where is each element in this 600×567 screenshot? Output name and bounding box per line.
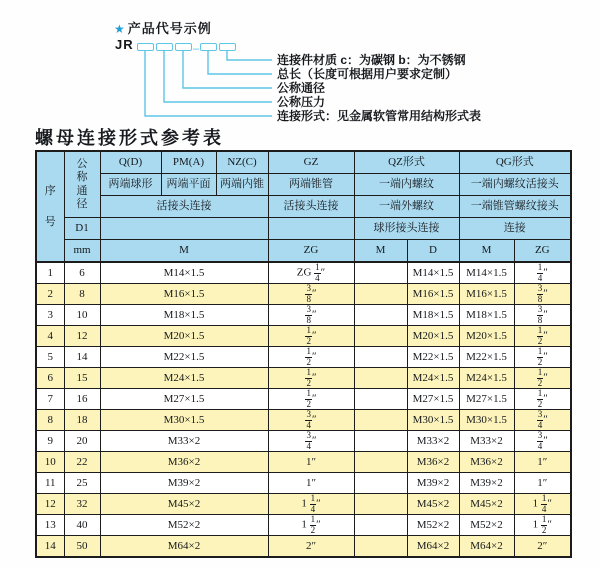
qz-d-cell: M64×2: [407, 536, 459, 558]
seq-cell: 5: [36, 347, 64, 368]
table-row: [36, 368, 571, 389]
gz-desc: 两端锥管: [268, 174, 354, 196]
table-row: [36, 262, 571, 284]
code-box-5: [219, 43, 236, 51]
m-cell: M33×2: [100, 431, 268, 452]
q-desc: 两端球形: [100, 174, 161, 196]
gz-cell: $\frac{3}{8}$ ″: [268, 305, 354, 326]
qz-d-unit-header: D: [407, 240, 459, 263]
seq-cell: 3: [36, 305, 64, 326]
col-q-header: Q(D): [100, 151, 161, 174]
qg-m-cell: M45×2: [459, 494, 514, 515]
label-material: 连接件材质 c：为碳钢 b：为不锈钢: [277, 53, 466, 67]
product-code-prefix: JR: [115, 37, 134, 52]
qz-m-cell: [354, 326, 407, 347]
col-qg-header: QG形式: [459, 151, 571, 174]
gz-cell: $\frac{1}{2}$ ″: [268, 326, 354, 347]
table-row: [36, 473, 571, 494]
qg-desc2: 一端锥管螺纹接头: [459, 196, 571, 218]
qz-desc3: 球形接头连接: [354, 218, 459, 240]
qz-d-cell: M39×2: [407, 473, 459, 494]
qz-desc: 一端内螺纹: [354, 174, 459, 196]
qz-m-cell: [354, 410, 407, 431]
header-row-5: [36, 240, 571, 263]
gz-cell: ZG $\frac{1}{4}$ ″: [268, 262, 354, 284]
label-connection-type: 连接形式：见金属软管常用结构形式表: [277, 109, 482, 123]
code-box-2: [156, 43, 173, 51]
dn-cell: 10: [64, 305, 100, 326]
m-cell: M39×2: [100, 473, 268, 494]
nz-desc: 两端内锥: [216, 174, 268, 196]
qg-zg-cell: $\frac{1}{2}$ ″: [514, 347, 571, 368]
qz-d-cell: M14×1.5: [407, 262, 459, 284]
qg-zg-cell: $\frac{1}{2}$ ″: [514, 368, 571, 389]
seq-cell: 13: [36, 515, 64, 536]
qg-m-cell: M20×1.5: [459, 326, 514, 347]
m-unit-header: M: [100, 240, 268, 263]
m-span-blank: [100, 218, 268, 240]
star-icon: ★: [114, 22, 126, 36]
qg-zg-unit-header: ZG: [514, 240, 571, 263]
table-row: [36, 515, 571, 536]
qz-m-cell: [354, 473, 407, 494]
seq-cell: 8: [36, 410, 64, 431]
m-cell: M64×2: [100, 536, 268, 558]
qg-zg-cell: $\frac{3}{8}$ ″: [514, 284, 571, 305]
qz-d-cell: M33×2: [407, 431, 459, 452]
header-row-2: [36, 174, 571, 196]
dn-cell: 8: [64, 284, 100, 305]
dash-separator: –: [193, 41, 199, 55]
qg-m-cell: M27×1.5: [459, 389, 514, 410]
col-qz-header: QZ形式: [354, 151, 459, 174]
qg-m-unit-header: M: [459, 240, 514, 263]
connector-line: [227, 50, 272, 60]
qz-m-cell: [354, 305, 407, 326]
dn-cell: 40: [64, 515, 100, 536]
dn-cell: 18: [64, 410, 100, 431]
m-cell: M20×1.5: [100, 326, 268, 347]
dn-cell: 16: [64, 389, 100, 410]
qg-m-cell: M22×1.5: [459, 347, 514, 368]
qz-m-cell: [354, 536, 407, 558]
gz-cell: $\frac{3}{8}$ ″: [268, 284, 354, 305]
qg-m-cell: M52×2: [459, 515, 514, 536]
seq-cell: 14: [36, 536, 64, 558]
connector-line: [164, 50, 272, 102]
m-cell: M36×2: [100, 452, 268, 473]
seq-cell: 11: [36, 473, 64, 494]
qg-zg-cell: $\frac{3}{4}$ ″: [514, 431, 571, 452]
label-total-length: 总长（长度可根据用户要求定制）: [277, 67, 458, 81]
gz-union-desc: 活接头连接: [268, 196, 354, 218]
seq-cell: 1: [36, 262, 64, 284]
diagram-caption-text: 产品代号示例: [127, 21, 212, 36]
qz-m-cell: [354, 262, 407, 284]
d1-header: D1: [64, 218, 100, 240]
gz-cell: 1 $\frac{1}{4}$ ″: [268, 494, 354, 515]
qz-m-cell: [354, 368, 407, 389]
col-pm-header: PM(A): [161, 151, 216, 174]
gz-unit-header: ZG: [268, 240, 354, 263]
qz-m-cell: [354, 431, 407, 452]
qz-m-cell: [354, 389, 407, 410]
seq-header: 序号: [36, 151, 64, 262]
qg-m-cell: M30×1.5: [459, 410, 514, 431]
connector-line: [208, 50, 272, 74]
m-cell: M22×1.5: [100, 347, 268, 368]
qg-zg-cell: $\frac{3}{4}$ ″: [514, 410, 571, 431]
m-cell: M30×1.5: [100, 410, 268, 431]
qz-d-cell: M36×2: [407, 452, 459, 473]
qg-m-cell: M18×1.5: [459, 305, 514, 326]
gz-cell: $\frac{1}{2}$ ″: [268, 389, 354, 410]
seq-cell: 12: [36, 494, 64, 515]
dn-cell: 32: [64, 494, 100, 515]
qg-desc: 一端内螺纹活接头: [459, 174, 571, 196]
code-box-1: [137, 43, 154, 51]
qz-d-cell: M30×1.5: [407, 410, 459, 431]
table-row: [36, 494, 571, 515]
nut-connection-reference-table: [35, 150, 572, 558]
qg-zg-cell: $\frac{1}{4}$ ″: [514, 262, 571, 284]
table-row: [36, 431, 571, 452]
gz-cell: $\frac{3}{4}$ ″: [268, 410, 354, 431]
qg-m-cell: M24×1.5: [459, 368, 514, 389]
qg-desc3: 连接: [459, 218, 571, 240]
dn-header: 公称通径: [64, 151, 100, 218]
m-cell: M52×2: [100, 515, 268, 536]
col-nz-header: NZ(C): [216, 151, 268, 174]
m-cell: M45×2: [100, 494, 268, 515]
qz-m-cell: [354, 494, 407, 515]
seq-cell: 10: [36, 452, 64, 473]
table-row: [36, 452, 571, 473]
dn-cell: 14: [64, 347, 100, 368]
table-row: [36, 389, 571, 410]
header-row-4: [36, 218, 571, 240]
header-row-3: [36, 196, 571, 218]
gz-cell: $\frac{1}{2}$ ″: [268, 368, 354, 389]
qg-zg-cell: $\frac{1}{2}$ ″: [514, 389, 571, 410]
qg-m-cell: M33×2: [459, 431, 514, 452]
qz-m-cell: [354, 347, 407, 368]
dn-cell: 22: [64, 452, 100, 473]
code-box-3: [175, 43, 192, 51]
qg-m-cell: M39×2: [459, 473, 514, 494]
seq-cell: 4: [36, 326, 64, 347]
qg-zg-cell: 2″: [514, 536, 571, 558]
qg-zg-cell: 1″: [514, 473, 571, 494]
dn-cell: 50: [64, 536, 100, 558]
qz-d-cell: M27×1.5: [407, 389, 459, 410]
dn-cell: 25: [64, 473, 100, 494]
gz-blank: [268, 218, 354, 240]
dn-cell: 12: [64, 326, 100, 347]
seq-cell: 6: [36, 368, 64, 389]
qg-zg-cell: 1 $\frac{1}{4}$ ″: [514, 494, 571, 515]
diagram-caption: [114, 18, 212, 37]
qz-m-cell: [354, 515, 407, 536]
qg-m-cell: M36×2: [459, 452, 514, 473]
qg-zg-cell: 1 $\frac{1}{2}$ ″: [514, 515, 571, 536]
qg-m-cell: M14×1.5: [459, 262, 514, 284]
qg-zg-cell: $\frac{3}{8}$ ″: [514, 305, 571, 326]
qg-m-cell: M16×1.5: [459, 284, 514, 305]
qz-m-cell: [354, 452, 407, 473]
gz-cell: 1″: [268, 452, 354, 473]
col-gz-header: GZ: [268, 151, 354, 174]
dn-cell: 20: [64, 431, 100, 452]
table-title: 螺母连接形式参考表: [35, 128, 224, 148]
qg-zg-cell: $\frac{1}{2}$ ″: [514, 326, 571, 347]
m-cell: M27×1.5: [100, 389, 268, 410]
qz-d-cell: M20×1.5: [407, 326, 459, 347]
dn-cell: 15: [64, 368, 100, 389]
pm-desc: 两端平面: [161, 174, 216, 196]
m-cell: M16×1.5: [100, 284, 268, 305]
seq-cell: 9: [36, 431, 64, 452]
m-cell: M14×1.5: [100, 262, 268, 284]
gz-cell: 1″: [268, 473, 354, 494]
qz-m-unit-header: M: [354, 240, 407, 263]
qz-d-cell: M16×1.5: [407, 284, 459, 305]
m-cell: M24×1.5: [100, 368, 268, 389]
qz-d-cell: M24×1.5: [407, 368, 459, 389]
label-nominal-pressure: 公称压力: [277, 95, 326, 109]
qz-d-cell: M45×2: [407, 494, 459, 515]
qz-d-cell: M52×2: [407, 515, 459, 536]
gz-cell: 2″: [268, 536, 354, 558]
gz-cell: $\frac{1}{2}$ ″: [268, 347, 354, 368]
seq-cell: 7: [36, 389, 64, 410]
table-row: [36, 347, 571, 368]
table-row: [36, 410, 571, 431]
qg-m-cell: M64×2: [459, 536, 514, 558]
header-row-1: [36, 151, 571, 174]
product-code-diagram: [0, 0, 600, 125]
dn-cell: 6: [64, 262, 100, 284]
m-cell: M18×1.5: [100, 305, 268, 326]
table-row: [36, 326, 571, 347]
table-row: [36, 536, 571, 558]
m-union-desc: 活接头连接: [100, 196, 268, 218]
gz-cell: $\frac{3}{4}$ ″: [268, 431, 354, 452]
qz-desc2: 一端外螺纹: [354, 196, 459, 218]
qz-d-cell: M22×1.5: [407, 347, 459, 368]
qz-d-cell: M18×1.5: [407, 305, 459, 326]
table-row: [36, 284, 571, 305]
label-nominal-diameter: 公称通径: [277, 81, 326, 95]
qz-m-cell: [354, 284, 407, 305]
table-row: [36, 305, 571, 326]
qg-zg-cell: 1″: [514, 452, 571, 473]
code-box-4: [200, 43, 217, 51]
seq-cell: 2: [36, 284, 64, 305]
gz-cell: 1 $\frac{1}{2}$ ″: [268, 515, 354, 536]
mm-header: mm: [64, 240, 100, 263]
